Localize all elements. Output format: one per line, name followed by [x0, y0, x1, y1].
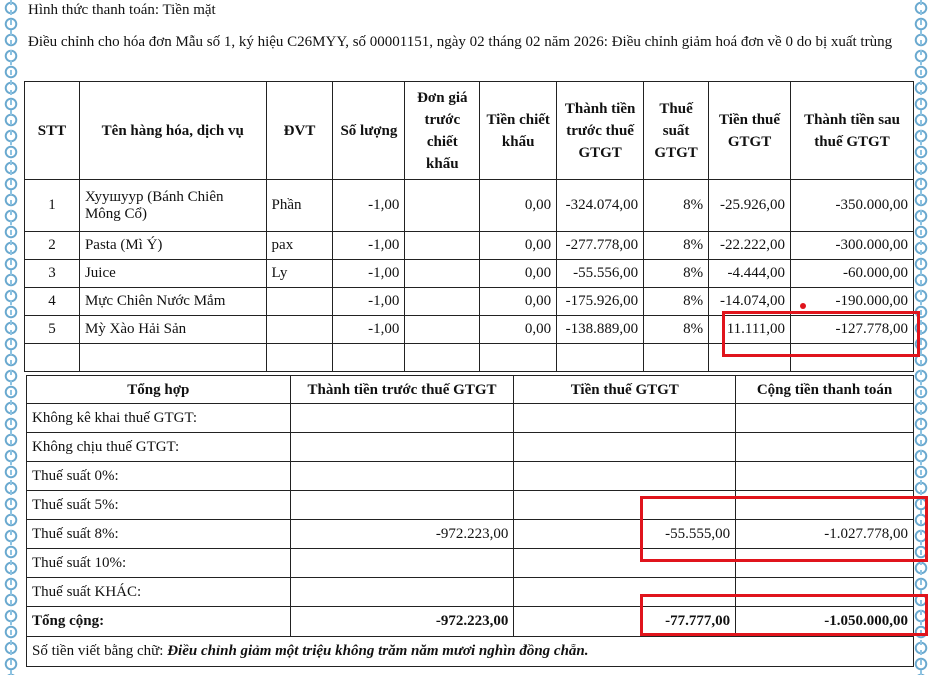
row-total: -60.000,00	[791, 260, 914, 288]
row-name: Mỳ Xào Hải Sản	[79, 316, 266, 344]
row-rate: 8%	[644, 260, 709, 288]
header-unit: ĐVT	[266, 82, 333, 180]
row-rate: 8%	[644, 316, 709, 344]
highlight-box-8pct	[640, 496, 928, 562]
row-tax: -25.926,00	[709, 180, 791, 232]
summary-row	[27, 433, 914, 462]
header-qty: Số lượng	[333, 82, 405, 180]
row-stt: 5	[25, 316, 80, 344]
summary-row	[27, 404, 914, 433]
summary-header-row	[27, 376, 914, 404]
row-rate: 8%	[644, 180, 709, 232]
row-stt: 4	[25, 288, 80, 316]
row-qty: -1,00	[333, 232, 405, 260]
row-price	[405, 232, 480, 260]
row-discount: 0,00	[480, 288, 557, 316]
summary-total	[736, 462, 914, 491]
row-rate: 8%	[644, 232, 709, 260]
summary-label: Thuế suất 0%:	[27, 462, 291, 491]
header-discount: Tiền chiết khấu	[480, 82, 557, 180]
summary-tax	[514, 462, 736, 491]
row-total: -350.000,00	[791, 180, 914, 232]
amount-in-words-row	[27, 637, 914, 667]
header-rate: Thuế suất GTGT	[644, 82, 709, 180]
row-discount: 0,00	[480, 232, 557, 260]
row-pretax: -277.778,00	[557, 232, 644, 260]
row-qty: -1,00	[333, 260, 405, 288]
total-label: Tổng cộng:	[27, 607, 291, 637]
header-price: Đơn giá trước chiết khấu	[405, 82, 480, 180]
row-price	[405, 316, 480, 344]
summary-label: Thuế suất 8%:	[27, 520, 291, 549]
summary-pretax	[290, 404, 514, 433]
row-qty: -1,00	[333, 316, 405, 344]
row-stt: 1	[25, 180, 80, 232]
summary-label: Thuế suất KHÁC:	[27, 578, 291, 607]
row-qty: -1,00	[333, 180, 405, 232]
header-pretax: Thành tiền trước thuế GTGT	[557, 82, 644, 180]
row-price	[405, 180, 480, 232]
amount-in-words-value: Điều chỉnh giảm một triệu không trăm năm mươi nghìn đồng chẵn.	[167, 643, 589, 659]
row-stt: 2	[25, 232, 80, 260]
summary-pretax	[290, 462, 514, 491]
items-header-row	[25, 82, 914, 180]
row-unit	[266, 288, 333, 316]
row-name: Juice	[79, 260, 266, 288]
summary-label: Thuế suất 5%:	[27, 491, 291, 520]
summary-pretax	[290, 491, 514, 520]
row-unit: Ly	[266, 260, 333, 288]
row-unit: Phần	[266, 180, 333, 232]
total-amount: -1.050.000,00	[736, 607, 914, 637]
row-tax: -14.074,00	[709, 288, 791, 316]
row-total: -127.778,00	[791, 316, 914, 344]
row-price	[405, 288, 480, 316]
summary-label: Không chịu thuế GTGT:	[27, 433, 291, 462]
amount-in-words	[27, 637, 914, 667]
row-total: -190.000,00	[791, 288, 914, 316]
adjustment-note: Điều chỉnh cho hóa đơn Mẫu số 1, ký hiệu C26MYY, số 00001151, ngày 02 tháng 02 năm 2026: Điều chỉnh giảm hoá đơn về 0 do bị xuất trùng	[28, 34, 893, 50]
row-name: Хуушуур (Bánh Chiên Mông Cổ)	[79, 180, 266, 232]
row-pretax: -55.556,00	[557, 260, 644, 288]
row-pretax: -138.889,00	[557, 316, 644, 344]
row-unit: pax	[266, 232, 333, 260]
summary-pretax	[290, 578, 514, 607]
row-stt: 3	[25, 260, 80, 288]
header-name: Tên hàng hóa, dịch vụ	[79, 82, 266, 180]
row-discount: 0,00	[480, 260, 557, 288]
total-pretax: -972.223,00	[290, 607, 514, 637]
row-tax: -22.222,00	[709, 232, 791, 260]
table-row	[25, 260, 914, 288]
amount-in-words-label: Số tiền viết bằng chữ:	[32, 643, 168, 659]
row-pretax: -324.074,00	[557, 180, 644, 232]
summary-pretax	[290, 433, 514, 462]
row-tax: 11.111,00	[709, 316, 791, 344]
summary-header-total: Cộng tiền thanh toán	[736, 376, 914, 404]
header-tax: Tiền thuế GTGT	[709, 82, 791, 180]
row-qty: -1,00	[333, 288, 405, 316]
row-unit	[266, 316, 333, 344]
row-price	[405, 260, 480, 288]
row-total: -300.000,00	[791, 232, 914, 260]
table-row	[25, 232, 914, 260]
summary-label: Thuế suất 10%:	[27, 549, 291, 578]
summary-tax	[514, 404, 736, 433]
summary-header-pretax: Thành tiền trước thuế GTGT	[290, 376, 514, 404]
highlight-box-row5	[722, 311, 920, 357]
row-tax: -4.444,00	[709, 260, 791, 288]
left-border-decoration	[0, 0, 22, 675]
row-discount: 0,00	[480, 180, 557, 232]
highlight-box-total	[640, 594, 928, 636]
header-total: Thành tiền sau thuế GTGT	[791, 82, 914, 180]
summary-header-tax: Tiền thuế GTGT	[514, 376, 736, 404]
summary-total	[736, 404, 914, 433]
arrow-marker	[800, 303, 806, 309]
summary-tax	[514, 433, 736, 462]
row-name: Pasta (Mì Ý)	[79, 232, 266, 260]
summary-total: -1.027.778,00	[736, 520, 914, 549]
row-pretax: -175.926,00	[557, 288, 644, 316]
row-discount: 0,00	[480, 316, 557, 344]
summary-total	[736, 433, 914, 462]
summary-row	[27, 462, 914, 491]
header-stt: STT	[25, 82, 80, 180]
row-name: Mực Chiên Nước Mắm	[79, 288, 266, 316]
row-rate: 8%	[644, 288, 709, 316]
table-row	[25, 180, 914, 232]
summary-pretax	[290, 549, 514, 578]
summary-label: Không kê khai thuế GTGT:	[27, 404, 291, 433]
summary-pretax: -972.223,00	[290, 520, 514, 549]
total-tax: -77.777,00	[514, 607, 736, 637]
summary-header-label: Tổng hợp	[27, 376, 291, 404]
payment-method: Hình thức thanh toán: Tiền mặt	[28, 2, 216, 18]
summary-tax: -55.555,00	[514, 520, 736, 549]
